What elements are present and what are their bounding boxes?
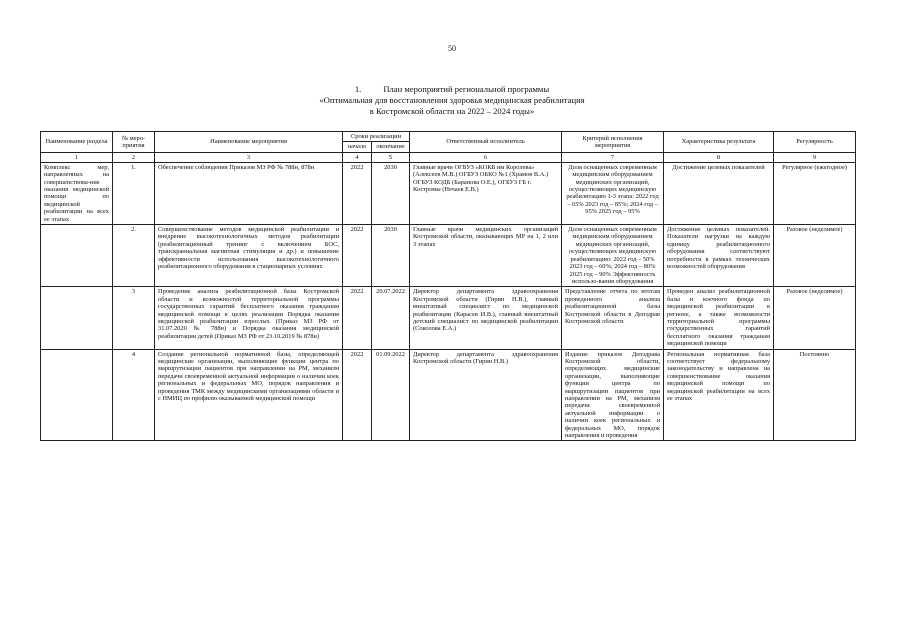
col-number: 8 (664, 152, 774, 162)
header-terms: Сроки реализации (343, 132, 410, 142)
header-start: начало (343, 142, 372, 152)
regularity-cell: Разовое (неделимое) (774, 225, 856, 287)
col-number: 7 (562, 152, 664, 162)
events-plan-table (40, 131, 856, 441)
header-row (41, 132, 856, 142)
header-regularity: Регулярность (774, 132, 856, 153)
regularity-cell: Разовое (неделимое) (774, 287, 856, 349)
header-section: Наименование раздела (41, 132, 113, 153)
event-number-cell: 2. (113, 225, 155, 287)
title-text-1: План мероприятий региональной программы (383, 84, 550, 94)
executor-cell: Директор департамента здравоохранения Костромской области (Гирин Н.В.) (410, 349, 562, 441)
col-number: 4 (343, 152, 372, 162)
criterion-cell: Представление отчета по итогам проведенного анализа реабилитационной базы Костромской области в Депздрав Костромской области (562, 287, 664, 349)
event-name-cell: Проведение анализа реабилитационной базы Костромской области и возможностей территориальной программы государственных гарантий бесплатного оказания гражданам медицинской помощи в целях реализации Порядка оказания медицинской реабилитации взрослых (Приказ МЗ РФ от 31.07.2020 № 788н) и Порядка оказания медицинской реабилитации детей (Приказ МЗ РФ от 23.10.2019 № 878н) (155, 287, 343, 349)
title-line-3: в Костромской области на 2022 – 2024 годы» (369, 106, 535, 116)
header-event: Наименование мероприятия (155, 132, 343, 153)
header-criterion: Критерий исполнения мероприятия (562, 132, 664, 153)
header-num: № меро-приятия (113, 132, 155, 153)
table-row (41, 225, 856, 287)
header-result: Характеристика результата (664, 132, 774, 153)
section-name-cell: Комплекс мер, направленных на совершенствова-ние оказания медицинской помощи по медицинской реабилитации на всех ее этапах (41, 162, 113, 224)
title-line-1 (0, 84, 904, 95)
criterion-cell: Доля оснащенных современным медицинским оборудованием медицинских организаций, осуществляющих медицинскую реабилитацию: 2022 год – 50% 2023 год – 60%; 2024 год – 80% 2025 год – 90% Эффективность использо-вания оборудования (562, 225, 664, 287)
section-empty-cell (41, 225, 113, 287)
end-cell: 2030 (372, 225, 410, 287)
event-number-cell: 4 (113, 349, 155, 441)
document-title (0, 84, 904, 117)
end-cell: 20.07.2022 (372, 287, 410, 349)
column-numbers-row (41, 152, 856, 162)
table-row (41, 349, 856, 441)
col-number: 9 (774, 152, 856, 162)
col-number: 6 (410, 152, 562, 162)
start-cell: 2022 (343, 225, 372, 287)
result-cell: Проведен анализ реабилитационной базы и коечного фонда по медицинской реабилитации в регионе, а также возможности территориальной программы государственных гарантий бесплатного оказания гражданам медицинской помощи (664, 287, 774, 349)
regularity-cell: Постоянно (774, 349, 856, 441)
regularity-cell: Регулярное (ежегодное) (774, 162, 856, 224)
end-cell: 01.09.2022 (372, 349, 410, 441)
table-row (41, 287, 856, 349)
result-cell: Достижение целевых показателей. Показатели нагрузки на каждую единицу реабилитационного оборудования соответствуют потребности в рамках технических возможностей оборудования (664, 225, 774, 287)
start-cell: 2022 (343, 287, 372, 349)
start-cell: 2022 (343, 349, 372, 441)
col-number: 1 (41, 152, 113, 162)
header-executor: Ответственный исполнитель (410, 132, 562, 153)
executor-cell: Главные врачи ОГБУЗ «КОКБ им Королева» (Алексеев М.В.) ОГБУЗ ОБКО №1 (Храмов В.А.) ОГБУЗ КОДБ (Баранова О.Е.), ОГБУЗ ГБ г. Костромы (Нечаев Е.В.) (410, 162, 562, 224)
start-cell: 2022 (343, 162, 372, 224)
criterion-cell: Доля оснащенных современным медицинским оборудованием медицинских организаций, осуществляющих медицинскую реабилитацию 1-3 этапа: 2022 год – 65% 2023 год – 85%; 2024 год – 95% 2025 год – 95% (562, 162, 664, 224)
end-cell: 2030 (372, 162, 410, 224)
table-row (41, 162, 856, 224)
event-name-cell: Создание региональной нормативной базы, определяющей медицинские организации, выполняющие функции центра по маршрутизации пациентов при направлении на РМ, механизм передачи своевременной актуальной информации о наличии коек региональных и федеральных МО, порядок направления и проведения ТМК между медицинскими организациями области и с НМИЦ по профилю оказываемой медицинской помощи (155, 349, 343, 441)
col-number: 2 (113, 152, 155, 162)
header-end: окончание (372, 142, 410, 152)
section-empty-cell (41, 349, 113, 441)
col-number: 3 (155, 152, 343, 162)
event-number-cell: 1. (113, 162, 155, 224)
criterion-cell: Издание приказов Депздрава Костромской области, определяющих медицинские организации, выполняющие функции центра по маршрутизации пациентов при направлении на РМ, механизм передачи своевременной актуальной информации о наличии коек региональных и федеральных МО, порядок направления и проведения (562, 349, 664, 441)
event-name-cell: Обеспечение соблюдения Приказов МЗ РФ № 788н, 878н (155, 162, 343, 224)
section-empty-cell (41, 287, 113, 349)
executor-cell: Директор департамента здравоохранения Костромской области (Гирин Н.В.), главный внештатный специалист по медицинской реабилитации (Карасев И.В.), главный внештатный детский специалист по медицинской реабилитации (Соколова Е.А.) (410, 287, 562, 349)
result-cell: Региональная нормативная база соответствует федеральному законодательству и направлена на совершенствование оказания медицинской помощи по медицинской реабилитации на всех ее этапах (664, 349, 774, 441)
title-number: 1. (354, 84, 362, 94)
result-cell: Достижение целевых показателей (664, 162, 774, 224)
executor-cell: Главные врачи медицинских организаций Костромской области, оказывающих МР на 1, 2 или 3 этапах (410, 225, 562, 287)
event-name-cell: Совершенствование методов медицинской реабилитации и внедрение высокотехнологичных методов реабилитации (реабилитационный тренинг с включением БОС, транскраниальная магнитная стимуляция и др.) и повышение эффективности использования высокотехнологичного реабилитационного оборудования в стационарных условиях (155, 225, 343, 287)
page-number: 50 (448, 44, 456, 53)
title-line-2: «Оптимальная для восстановления здоровья медицинская реабилитация (319, 95, 585, 105)
event-number-cell: 3 (113, 287, 155, 349)
col-number: 5 (372, 152, 410, 162)
